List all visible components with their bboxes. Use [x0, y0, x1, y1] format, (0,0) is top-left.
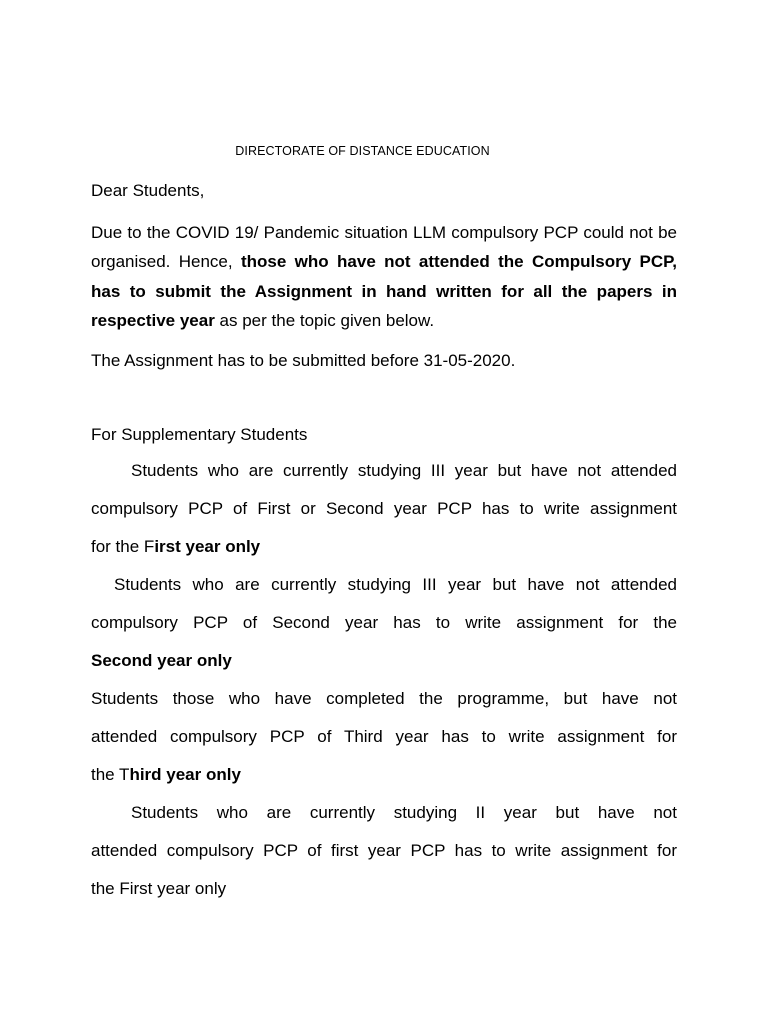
item-4-line-3: the First year only [91, 879, 227, 898]
item-1-line-3-bold: irst year only [154, 537, 261, 556]
item-3-line-2: attended compulsory PCP of Third year has to write assignment for [91, 727, 677, 746]
item-1-line-3 [91, 535, 677, 559]
item-2-line-2: compulsory PCP of Second year has to write assignment for the [91, 613, 677, 632]
item-4-line-1: Students who are currently studying II year but have not [131, 803, 677, 822]
intro-text: Due to the COVID 19/ Pandemic situation LLM compulsory PCP could not be organised. Hence, [91, 223, 677, 272]
item-2-line-3-bold: Second year only [91, 651, 232, 670]
item-1-line-2: compulsory PCP of First or Second year PCP has to write assignment [91, 499, 677, 518]
item-3-line-3-prefix: the T [91, 765, 130, 784]
item-3-line-1: Students those who have completed the programme, but have not [91, 689, 677, 708]
intro-bold-text: those who have not attended the Compulsory PCP, has to submit the Assignment in hand written for all the papers in respective year [91, 252, 678, 330]
item-2-line-3 [91, 649, 677, 673]
item-4-line-2: attended compulsory PCP of first year PCP has to write assignment for [91, 841, 677, 860]
item-2-line-1: Students who are currently studying III year but have not attended [114, 575, 677, 594]
item-1-line-3-prefix: for the F [91, 537, 155, 556]
item-3-line-3-bold: hird year only [129, 765, 241, 784]
item-3-line-3 [91, 763, 677, 787]
directorate-heading: DIRECTORATE OF DISTANCE EDUCATION [235, 144, 490, 158]
supplementary-heading: For Supplementary Students [91, 425, 308, 444]
intro-text-end: as per the topic given below. [214, 310, 435, 330]
item-1-line-1: Students who are currently studying III year but have not attended [131, 461, 677, 480]
intro-paragraph [91, 218, 677, 335]
deadline-text: The Assignment has to be submitted before 31-05-2020. [91, 351, 516, 370]
greeting: Dear Students, [91, 181, 205, 200]
